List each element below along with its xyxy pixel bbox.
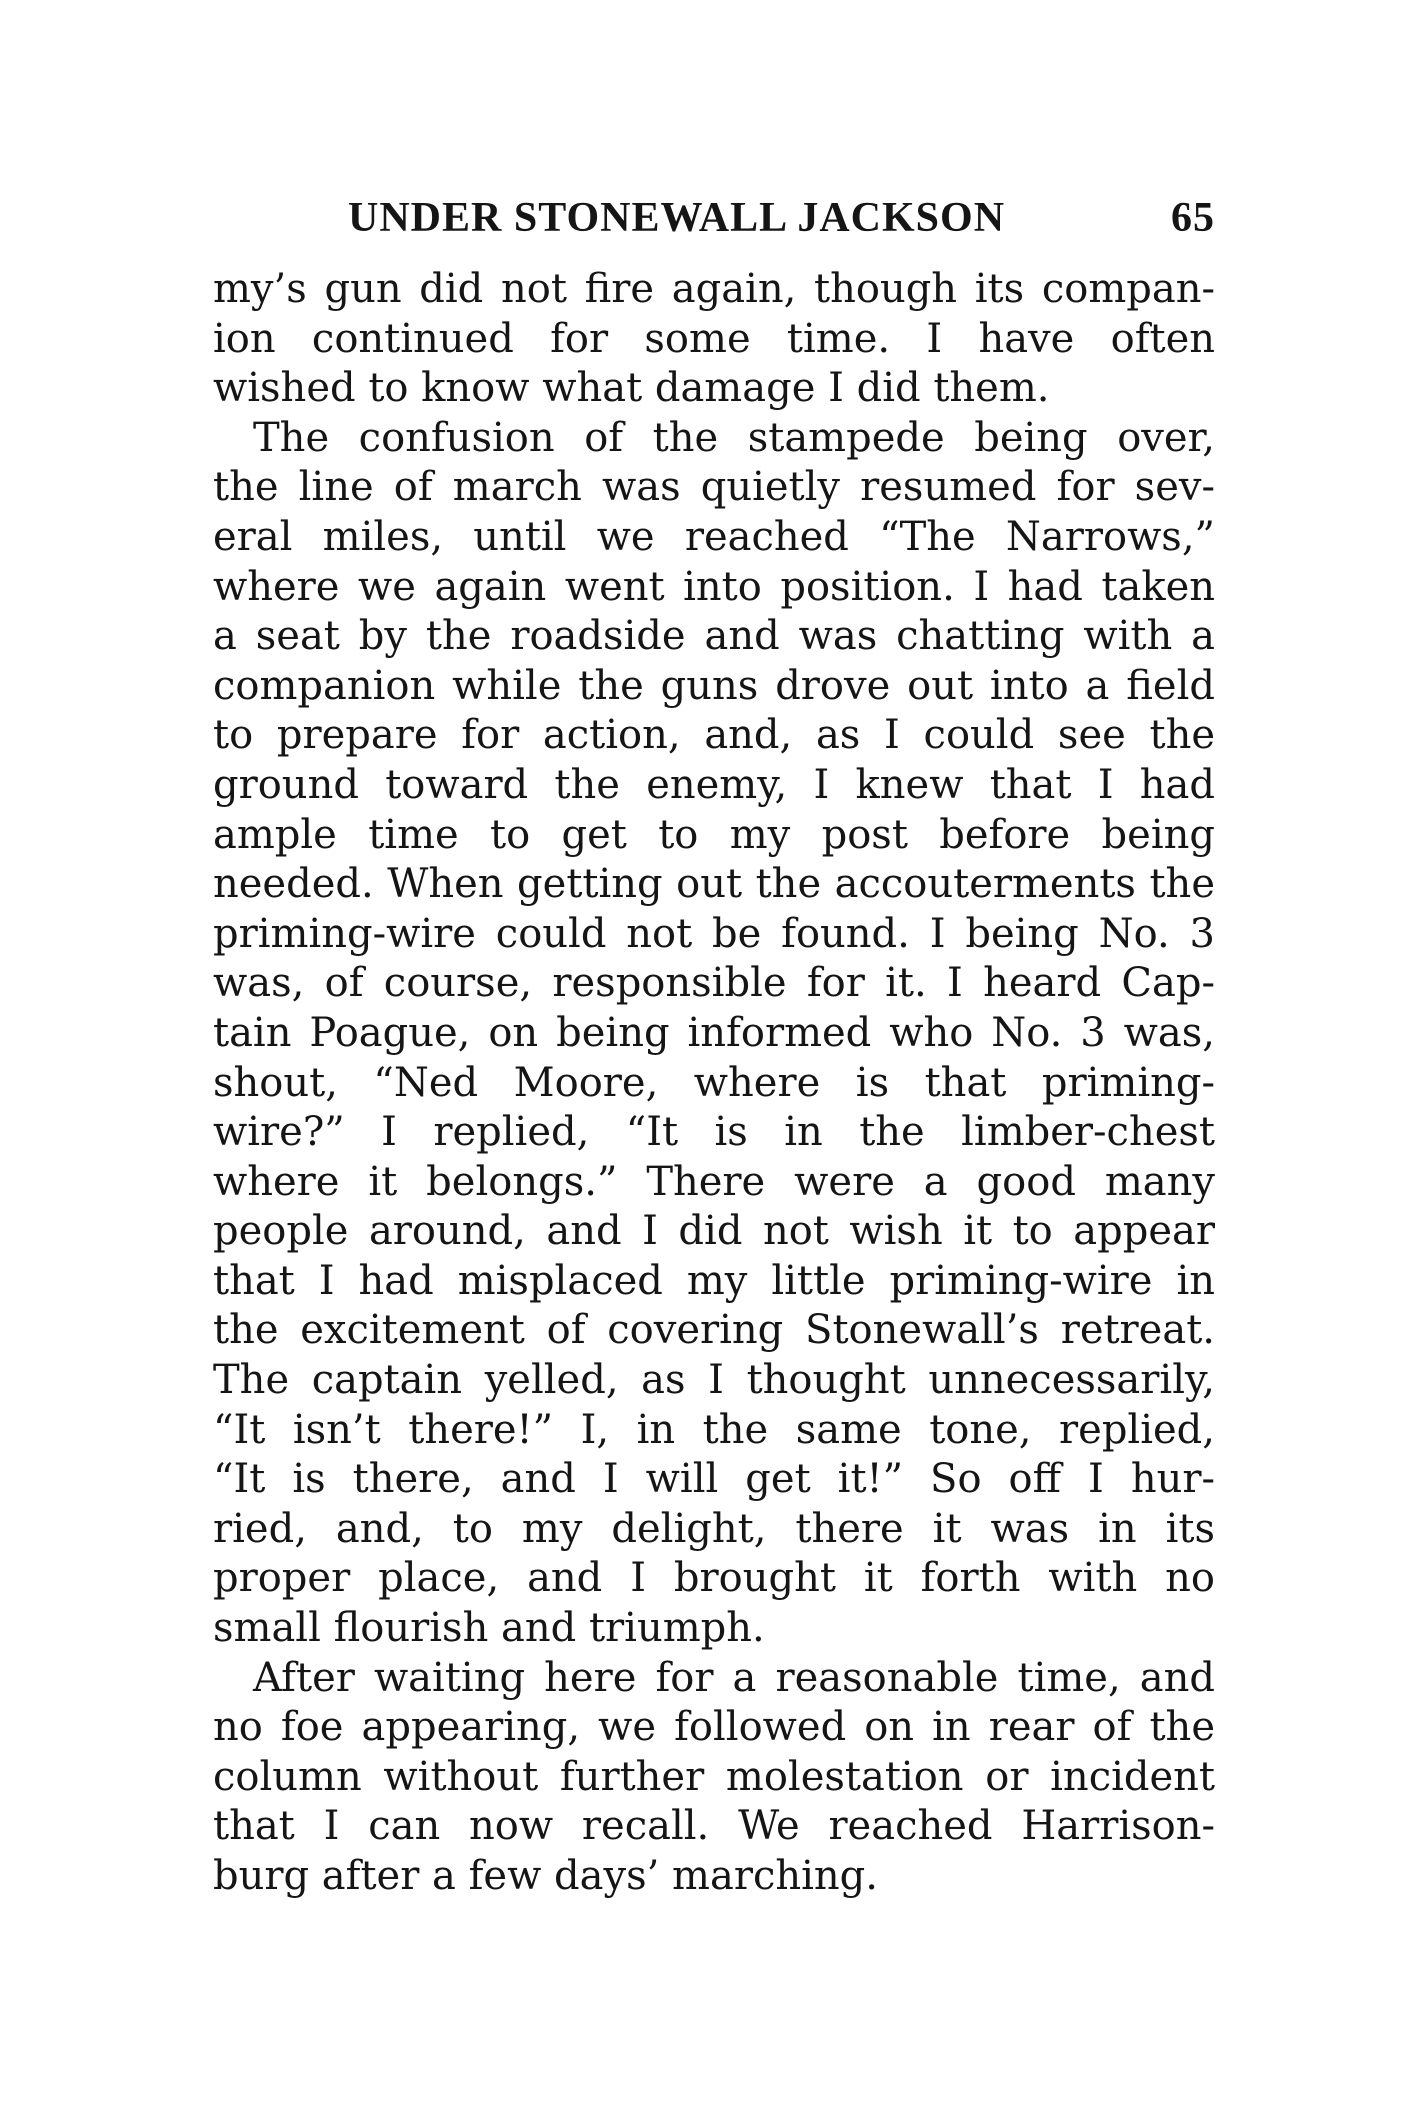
text-line: ground toward the enemy, I knew that I had <box>213 761 1215 808</box>
text-line: priming-wire could not be found. I being No. 3 <box>213 910 1215 957</box>
text-line: people around, and I did not wish it to appear <box>213 1208 1215 1255</box>
text-line: the excitement of covering Stonewall’s retreat. <box>213 1307 1215 1354</box>
text-line: companion while the guns drove out into a field <box>213 662 1215 709</box>
text-line: small flourish and triumph. <box>213 1605 765 1652</box>
text-line: proper place, and I brought it forth with no <box>213 1555 1215 1602</box>
text-line: After waiting here for a reasonable time, and <box>253 1654 1215 1701</box>
text-line: where it belongs.” There were a good many <box>213 1158 1215 1205</box>
running-head-title: UNDER STONEWALL JACKSON <box>348 195 1006 241</box>
text-line: was, of course, responsible for it. I heard Cap- <box>213 960 1215 1007</box>
text-line: that I had misplaced my little priming-wire in <box>213 1257 1215 1304</box>
text-line: a seat by the roadside and was chatting with a <box>213 613 1215 660</box>
text-line: the line of march was quietly resumed for sev- <box>213 464 1215 511</box>
text-line: needed. When getting out the accouterments the <box>213 861 1215 908</box>
text-line: no foe appearing, we followed on in rear of the <box>213 1704 1215 1751</box>
page-number: 65 <box>1171 195 1215 241</box>
paragraph <box>213 265 1215 414</box>
text-line: column without further molestation or incident <box>213 1753 1215 1800</box>
body-text <box>213 265 1215 1902</box>
running-head <box>213 188 1215 248</box>
text-line: wished to know what damage I did them. <box>213 365 1050 412</box>
text-line: ample time to get to my post before being <box>213 811 1215 858</box>
text-line: ion continued for some time. I have often <box>213 315 1215 362</box>
text-line: ried, and, to my delight, there it was in its <box>213 1505 1215 1552</box>
text-line: my’s gun did not fire again, though its compan- <box>213 266 1215 312</box>
text-line: “It is there, and I will get it!” So off I hur- <box>213 1456 1215 1503</box>
paragraph <box>213 414 1215 1654</box>
text-line: that I can now recall. We reached Harrison- <box>213 1803 1215 1850</box>
text-line: shout, “Ned Moore, where is that priming- <box>213 1059 1215 1106</box>
paragraph <box>213 1654 1215 1902</box>
text-line: tain Poague, on being informed who No. 3 was, <box>213 1009 1215 1056</box>
text-line: burg after a few days’ marching. <box>213 1853 878 1899</box>
text-line: “It isn’t there!” I, in the same tone, replied, <box>213 1406 1215 1453</box>
text-line: to prepare for action, and, as I could see the <box>213 712 1215 759</box>
text-line: eral miles, until we reached “The Narrows,” <box>213 513 1215 560</box>
text-line: The captain yelled, as I thought unnecessarily, <box>213 1357 1215 1404</box>
text-line: wire?” I replied, “It is in the limber-chest <box>213 1109 1215 1156</box>
text-line: where we again went into position. I had taken <box>213 563 1215 610</box>
text-line: The confusion of the stampede being over, <box>253 414 1215 461</box>
